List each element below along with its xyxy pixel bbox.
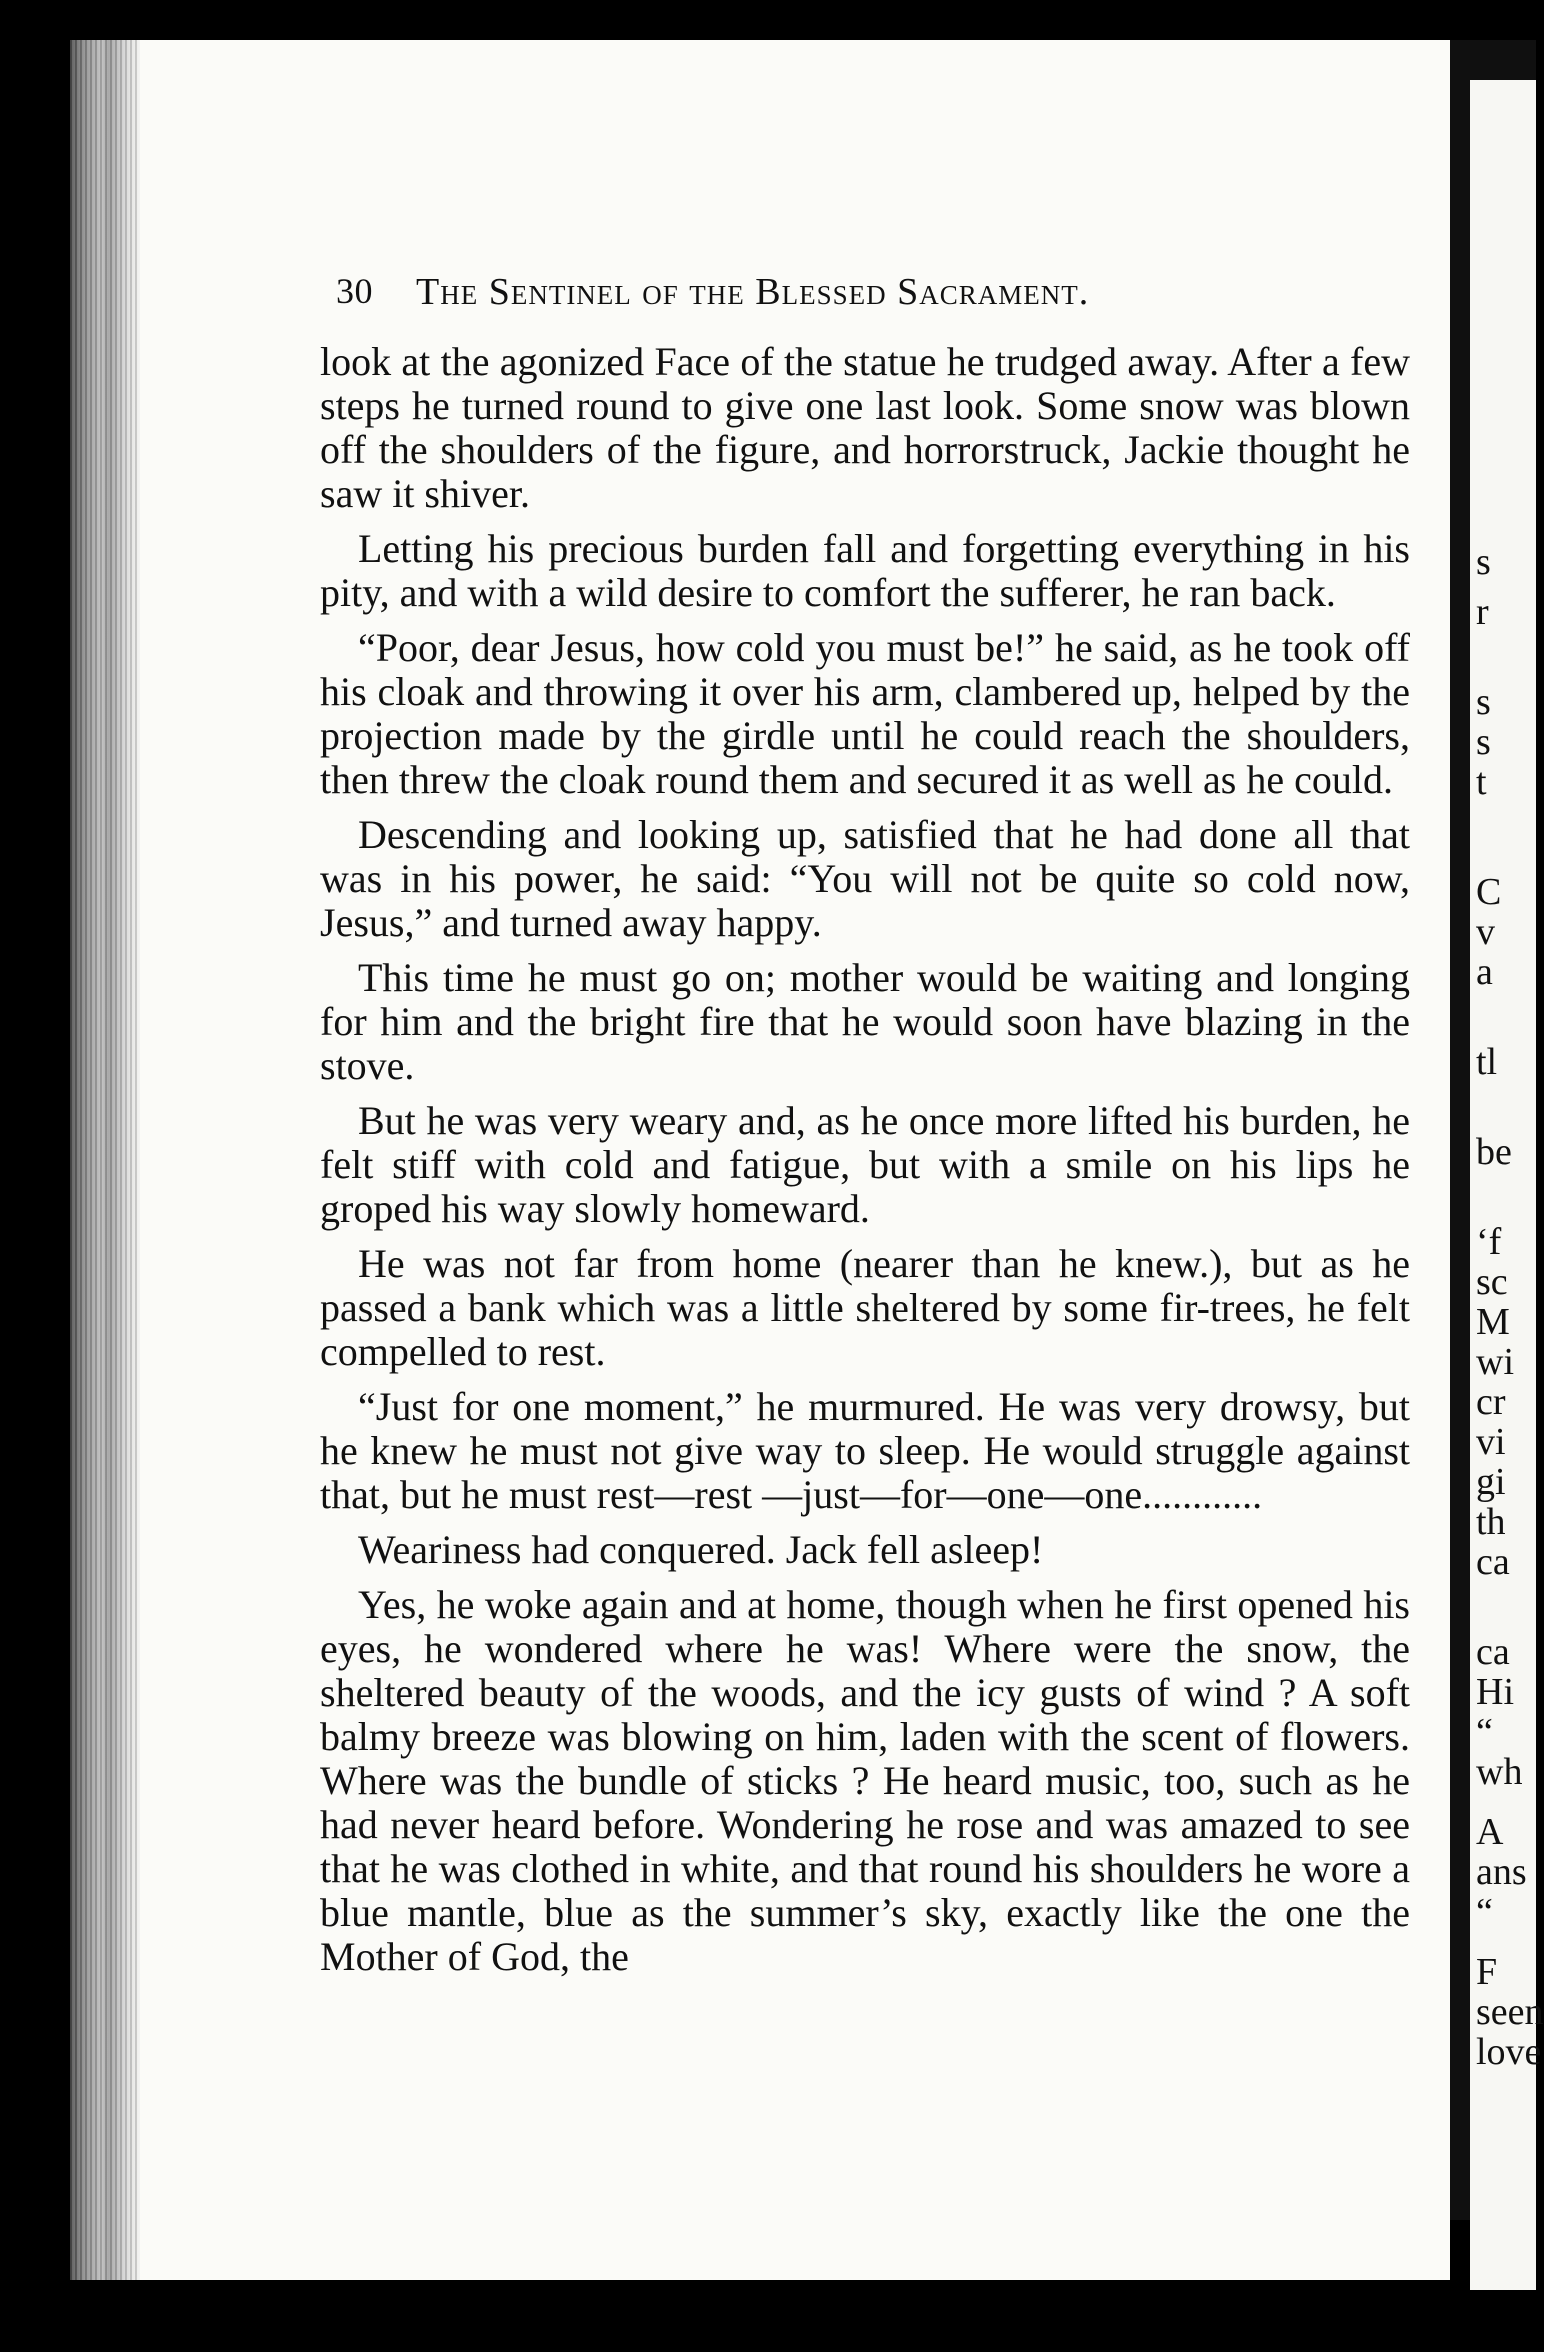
- facing-fragment: wi: [1476, 1341, 1514, 1383]
- paragraph: “Just for one moment,” he murmured. He was very drowsy, but he knew he must not give way to sleep. He would struggle against that, but he must rest—rest —just—for—one—one............: [320, 1384, 1410, 1517]
- facing-fragment: be: [1476, 1131, 1512, 1173]
- facing-fragment: s: [1476, 721, 1491, 763]
- facing-fragment: Hi: [1476, 1671, 1514, 1713]
- facing-fragment: a: [1476, 951, 1493, 993]
- facing-fragment: seen: [1476, 1991, 1544, 2033]
- page-number: 30: [336, 271, 373, 311]
- facing-fragment: “: [1476, 1891, 1493, 1933]
- facing-fragment: “: [1476, 1711, 1493, 1753]
- paragraph: Weariness had conquered. Jack fell asleep!: [358, 1527, 1044, 1572]
- facing-fragment: th: [1476, 1501, 1506, 1543]
- facing-fragment: r: [1476, 591, 1489, 633]
- facing-fragment: F: [1476, 1951, 1498, 1993]
- facing-page-edge: [1470, 80, 1544, 2290]
- facing-fragment: t: [1476, 761, 1487, 803]
- facing-fragment: ‘f: [1476, 1221, 1502, 1263]
- facing-fragment: C: [1476, 871, 1502, 913]
- facing-fragment: ca: [1476, 1541, 1510, 1583]
- page-gutter: [70, 40, 140, 2280]
- paragraph: He was not far from home (nearer than he knew.), but as he passed a bank which was a little sheltered by some fir-trees, he felt compelled to rest.: [320, 1241, 1410, 1374]
- facing-fragment: gi: [1476, 1461, 1506, 1503]
- paragraph: Letting his precious burden fall and forgetting everything in his pity, and with a wild desire to comfort the sufferer, he ran back.: [320, 526, 1410, 615]
- paragraph: look at the agonized Face of the statue he trudged away. After a few steps he turned round to give one last look. Some snow was blown off the shoulders of the figure, and horrorstruck, Jackie thought he saw it shiver.: [320, 339, 1410, 516]
- facing-fragment: ca: [1476, 1631, 1510, 1673]
- paragraph: “Poor, dear Jesus, how cold you must be!” he said, as he took off his cloak and throwing it over his arm, clambered up, helped by the projection made by the girdle until he could reach the shoulders, then threw the cloak round them and secured it as well as he could.: [320, 625, 1410, 802]
- paragraph: This time he must go on; mother would be waiting and longing for him and the bright fire that he would soon have blazing in the stove.: [320, 955, 1410, 1088]
- facing-fragment: s: [1476, 681, 1491, 723]
- facing-fragment: s: [1476, 541, 1491, 583]
- facing-fragment: ans: [1476, 1851, 1527, 1893]
- body-text: [320, 340, 1410, 1990]
- facing-fragment: A: [1476, 1811, 1504, 1853]
- facing-fragment: cr: [1476, 1381, 1506, 1423]
- facing-fragment: v: [1476, 911, 1495, 953]
- book-page: [70, 40, 1450, 2280]
- facing-fragment: love: [1476, 2031, 1542, 2073]
- facing-fragment: wh: [1476, 1751, 1523, 1793]
- facing-fragment: vi: [1476, 1421, 1506, 1463]
- facing-fragment: M: [1476, 1301, 1510, 1343]
- facing-fragment: sc: [1476, 1261, 1508, 1303]
- facing-fragment: tl: [1476, 1041, 1498, 1083]
- paragraph: But he was very weary and, as he once more lifted his burden, he felt stiff with cold and fatigue, but with a smile on his lips he groped his way slowly homeward.: [320, 1098, 1410, 1231]
- paragraph: Descending and looking up, satisfied that he had done all that was in his power, he said: “You will not be quite so cold now, Jesus,” and turned away happy.: [320, 812, 1410, 945]
- paragraph: Yes, he woke again and at home, though when he first opened his eyes, he wondered where he was! Where were the snow, the sheltered beauty of the woods, and the icy gusts of wind ? A soft balmy breeze was blowing on him, laden with the scent of flowers. Where was the bundle of sticks ? He heard music, too, such as he had never heard before. Wondering he rose and was amazed to see that he was clothed in white, and that round his shoulders he wore a blue mantle, blue as the summer’s sky, exactly like the one the Mother of God, the: [320, 1582, 1410, 1979]
- running-title: The Sentinel of the Blessed Sacrament.: [416, 271, 1090, 313]
